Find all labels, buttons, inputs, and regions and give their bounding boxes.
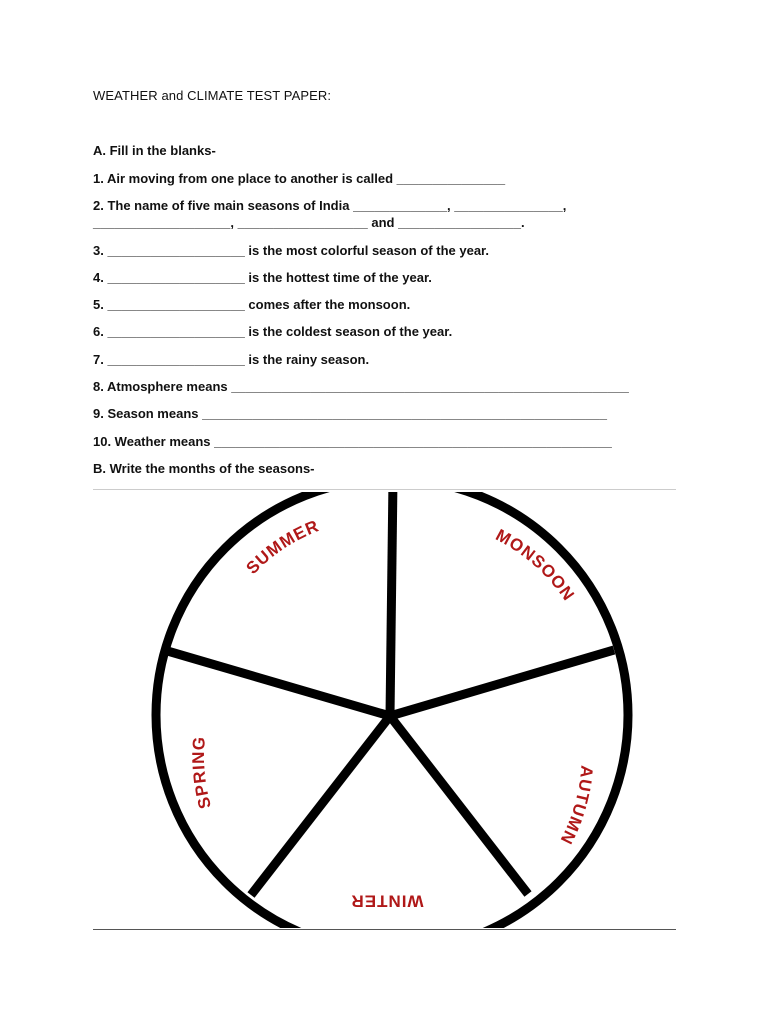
season-label-winter: WINTER [350, 891, 424, 911]
question-4: 4. ___________________ is the hottest time of the year. [93, 270, 432, 285]
question-9: 9. Season means ________________________________________________________ [93, 406, 607, 421]
question-2-line-1: 2. The name of five main seasons of India _____________, _______________, [93, 198, 567, 213]
spoke-bottom-right [390, 716, 528, 894]
question-2-line-2: ___________________, __________________ and _________________. [93, 215, 525, 230]
season-label-monsoon [493, 526, 579, 605]
question-3: 3. ___________________ is the most colorful season of the year. [93, 243, 489, 258]
season-label-spring [189, 735, 215, 810]
question-1: 1. Air moving from one place to another is called _______________ [93, 171, 506, 186]
spoke-right [390, 650, 614, 716]
summer-label-text: SUMMER [242, 516, 322, 578]
question-6: 6. ___________________ is the coldest season of the year. [93, 324, 453, 339]
autumn-label-text: AUTUMN [556, 764, 597, 848]
bottom-divider [93, 929, 676, 930]
spring-label-text: SPRING [189, 735, 215, 811]
spoke-top [390, 479, 393, 716]
question-10: 10. Weather means _______________________________________________________ [93, 434, 612, 449]
spoke-bottom-left [251, 716, 390, 895]
question-5: 5. ___________________ comes after the monsoon. [93, 297, 411, 312]
question-8: 8. Atmosphere means _______________________________________________________ [93, 379, 629, 394]
section-a-heading: A. Fill in the blanks- [93, 143, 216, 158]
question-7: 7. ___________________ is the rainy season. [93, 352, 370, 367]
section-b-heading: B. Write the months of the seasons- [93, 461, 315, 476]
page-title: WEATHER and CLIMATE TEST PAPER: [93, 88, 332, 103]
monsoon-label-text: MONSOON [492, 525, 579, 605]
spoke-left [164, 650, 390, 716]
wheel-drawing [156, 479, 628, 951]
